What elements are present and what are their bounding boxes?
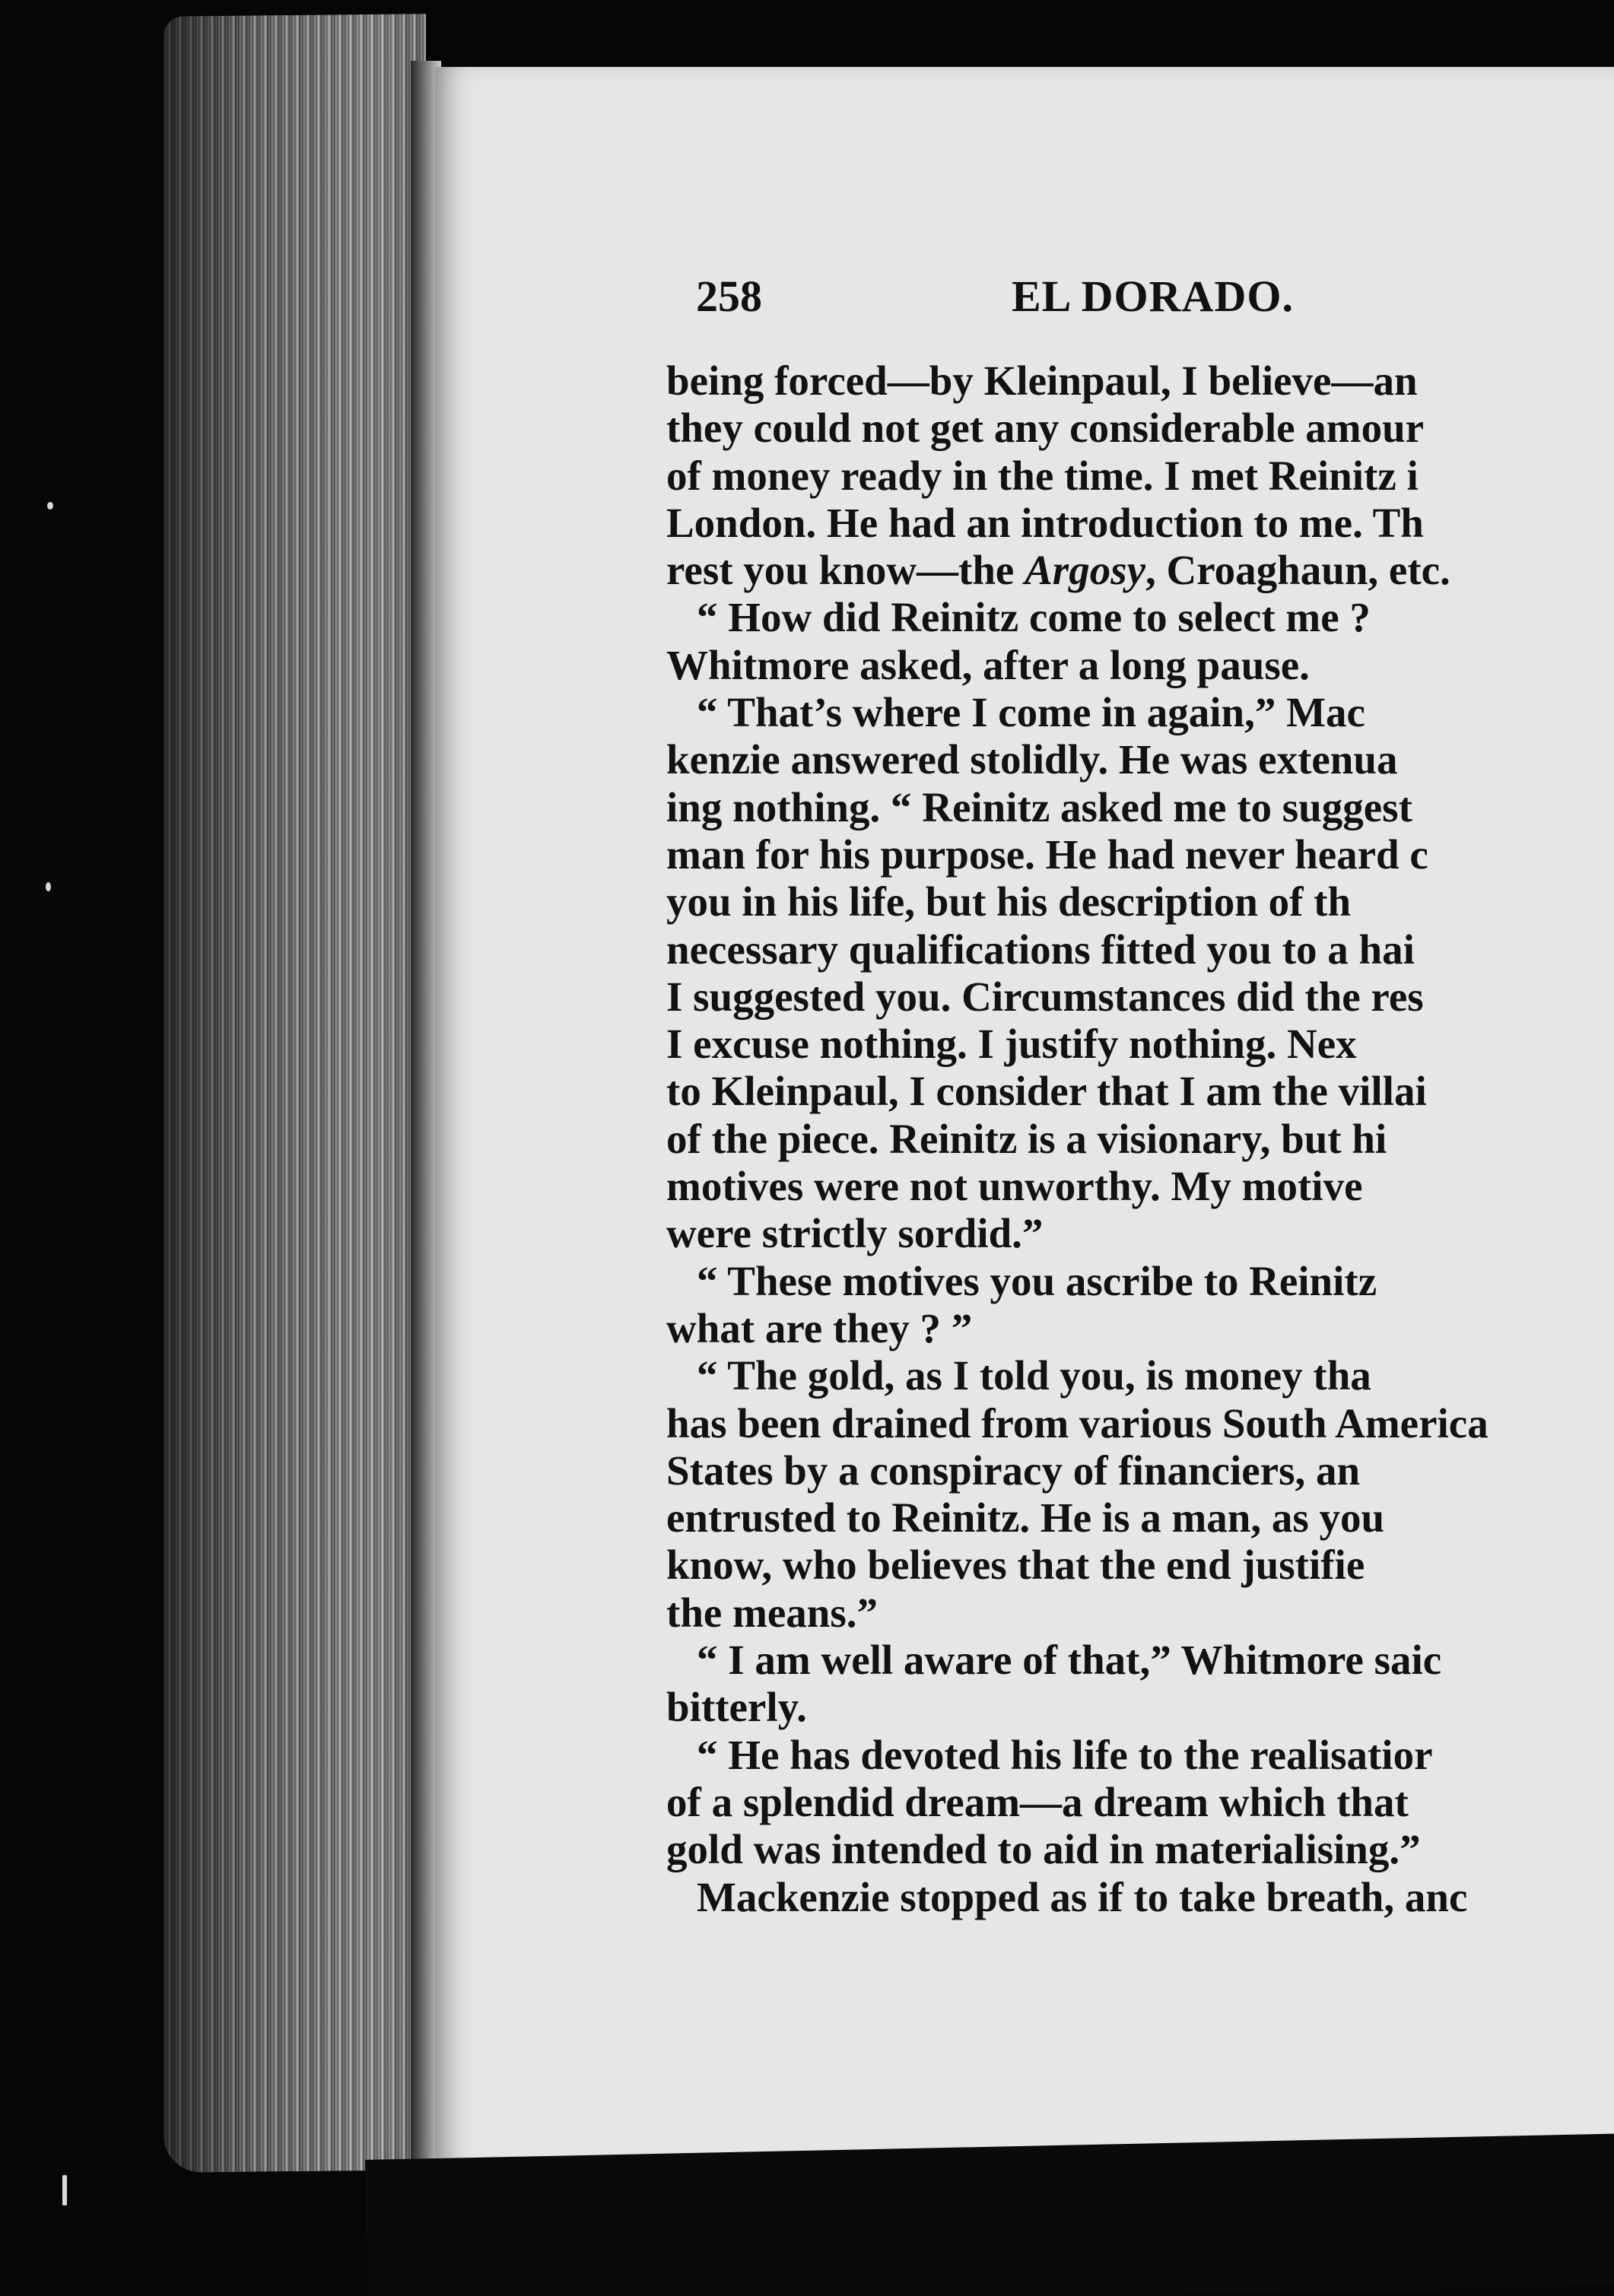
body-text (666, 357, 1614, 1993)
text-line: bitterly. (666, 1684, 807, 1731)
text-line: motives were not unworthy. My motive (666, 1163, 1363, 1210)
text-line: kenzie answered stolidly. He was extenua (666, 736, 1398, 783)
text-line: necessary qualifications fitted you to a hai (666, 926, 1415, 973)
dust-speck (46, 882, 51, 891)
text-line: I suggested you. Circumstances did the res (666, 973, 1424, 1020)
text-line: were strictly sordid.” (666, 1210, 1044, 1257)
text-line: of a splendid dream—a dream which that (666, 1778, 1409, 1825)
text-line: “ That’s where I come in again,” Mac (697, 689, 1365, 736)
text-line: of money ready in the time. I met Reinitz i (666, 452, 1419, 499)
dust-speck (62, 2175, 67, 2205)
text-line: man for his purpose. He had never heard c (666, 830, 1428, 878)
text-line: “ I am well aware of that,” Whitmore saic (697, 1637, 1442, 1684)
text-line: States by a conspiracy of financiers, an (666, 1447, 1361, 1494)
text-line: what are they ? ” (666, 1304, 973, 1351)
text-line: being forced—by Kleinpaul, I believe—an (666, 357, 1418, 404)
running-title: EL DORADO. (1012, 272, 1294, 321)
text-line: “ How did Reinitz come to select me ? (697, 594, 1371, 641)
text-line: they could not get any considerable amour (666, 405, 1425, 452)
text-line: to Kleinpaul, I consider that I am the villai (666, 1068, 1427, 1115)
text-line: entrusted to Reinitz. He is a man, as you (666, 1494, 1385, 1542)
text-line: of the piece. Reinitz is a visionary, but hi (666, 1115, 1387, 1162)
text-line: Mackenzie stopped as if to take breath, anc (697, 1873, 1468, 1920)
text-line: London. He had an introduction to me. Th (666, 499, 1424, 546)
text-line: “ He has devoted his life to the realisatior (697, 1731, 1433, 1778)
text-line: Whitmore asked, after a long pause. (666, 641, 1310, 688)
text-line: “ These motives you ascribe to Reinitz (697, 1257, 1377, 1304)
text-line: the means.” (666, 1589, 878, 1636)
text-line: rest you know—the Argosy, Croaghaun, etc. (666, 547, 1450, 594)
book-page-edges (164, 14, 426, 2173)
text-line: gold was intended to aid in materialising.” (666, 1826, 1421, 1873)
text-line: “ The gold, as I told you, is money tha (697, 1352, 1371, 1399)
text-line: you in his life, but his description of th (666, 878, 1352, 926)
page-number: 258 (696, 272, 762, 321)
running-head (696, 271, 1614, 332)
text-line: I excuse nothing. I justify nothing. Nex (666, 1021, 1357, 1068)
text-line: know, who believes that the end justifie (666, 1542, 1365, 1589)
dust-speck (47, 502, 53, 510)
text-line: has been drained from various South America (666, 1399, 1489, 1447)
page-bottom-shadow (365, 2132, 1614, 2296)
text-line: ing nothing. “ Reinitz asked me to suggest (666, 783, 1412, 830)
